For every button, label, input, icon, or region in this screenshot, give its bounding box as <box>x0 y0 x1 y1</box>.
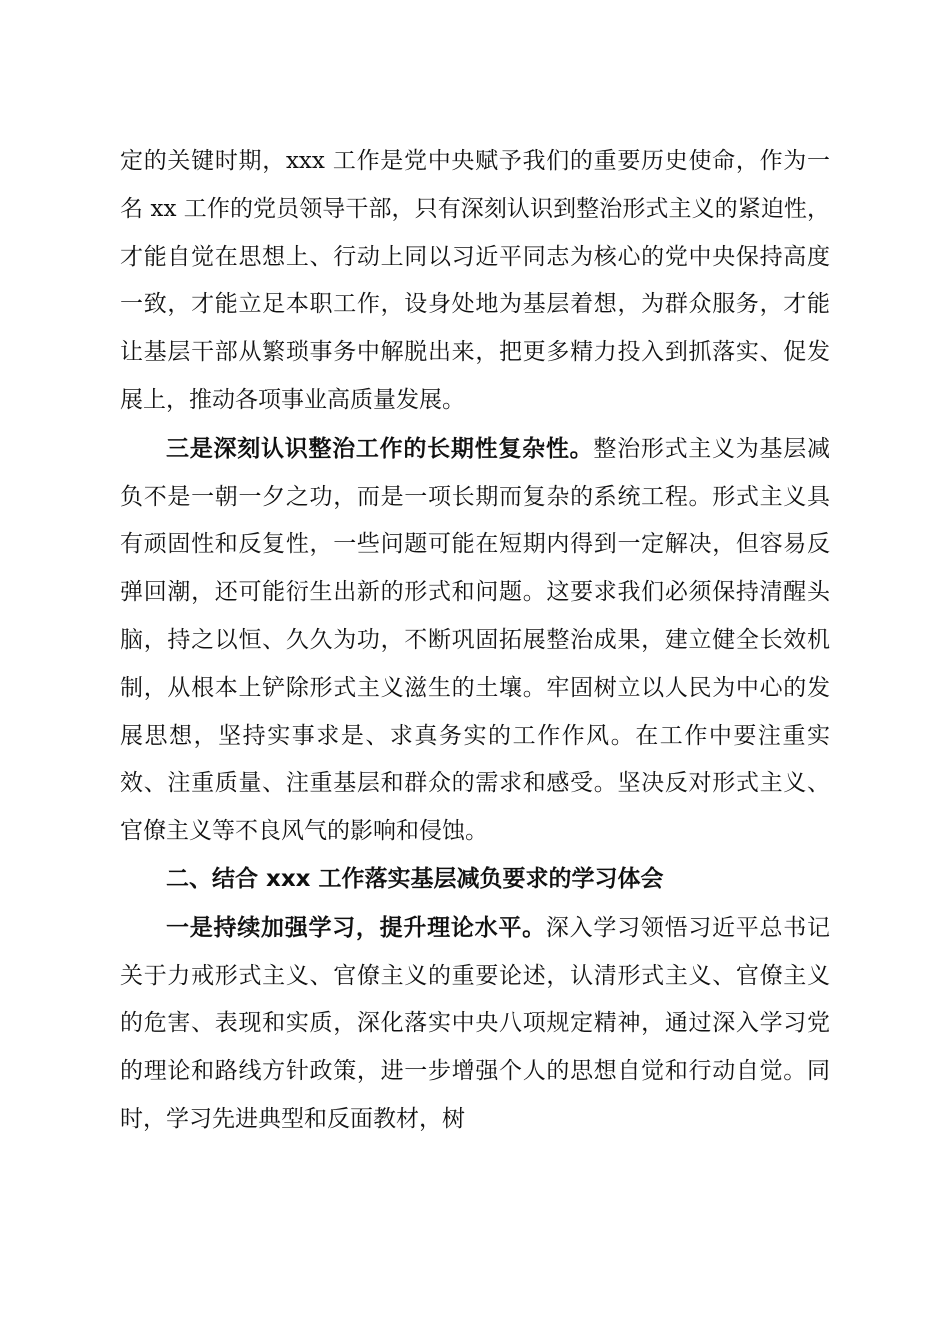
continuation-paragraph <box>120 138 830 425</box>
point-one-paragraph <box>120 904 830 1144</box>
continuation-text: 定的关键时期，xxx 工作是党中央赋予我们的重要历史使命，作为一名 xx 工作的党员领导干部，只有深刻认识到整治形式主义的紧迫性，才能自觉在思想上、行动上同以习近平同志为核心的党中央保持高度一致，才能立足本职工作，设身处地为基层着想，为群众服务，才能让基层干部从繁琐事务中解脱出来，把更多精力投入到抓落实、促发展上，推动各项事业高质量发展。 <box>120 148 830 413</box>
point-three-paragraph <box>120 425 830 856</box>
point-one-body: 深入学习领悟习近平总书记关于力戒形式主义、官僚主义的重要论述，认清形式主义、官僚主义的危害、表现和实质，深化落实中央八项规定精神，通过深入学习党的理论和路线方针政策，进一步增强个人的思想自觉和行动自觉。同时，学习先进典型和反面教材，树 <box>120 914 831 1132</box>
document-body <box>120 138 830 1144</box>
point-three-lead: 三是深刻认识整治工作的长期性复杂性。 <box>166 434 594 462</box>
section-two-heading: 二、结合 xxx 工作落实基层减负要求的学习体会 <box>166 865 664 892</box>
point-three-body: 整治形式主义为基层减负不是一朝一夕之功，而是一项长期而复杂的系统工程。形式主义具有顽固性和反复性，一些问题可能在短期内得到一定解决，但容易反弹回潮，还可能衍生出新的形式和问题。这要求我们必须保持清醒头脑，持之以恒、久久为功，不断巩固拓展整治成果，建立健全长效机制，从根本上铲除形式主义滋生的土壤。牢固树立以人民为中心的发展思想，坚持实事求是、求真务实的工作作风。在工作中要注重实效、注重质量、注重基层和群众的需求和感受。坚决反对形式主义、官僚主义等不良风气的影响和侵蚀。 <box>120 435 831 845</box>
point-one-lead: 一是持续加强学习，提升理论水平。 <box>166 913 546 941</box>
